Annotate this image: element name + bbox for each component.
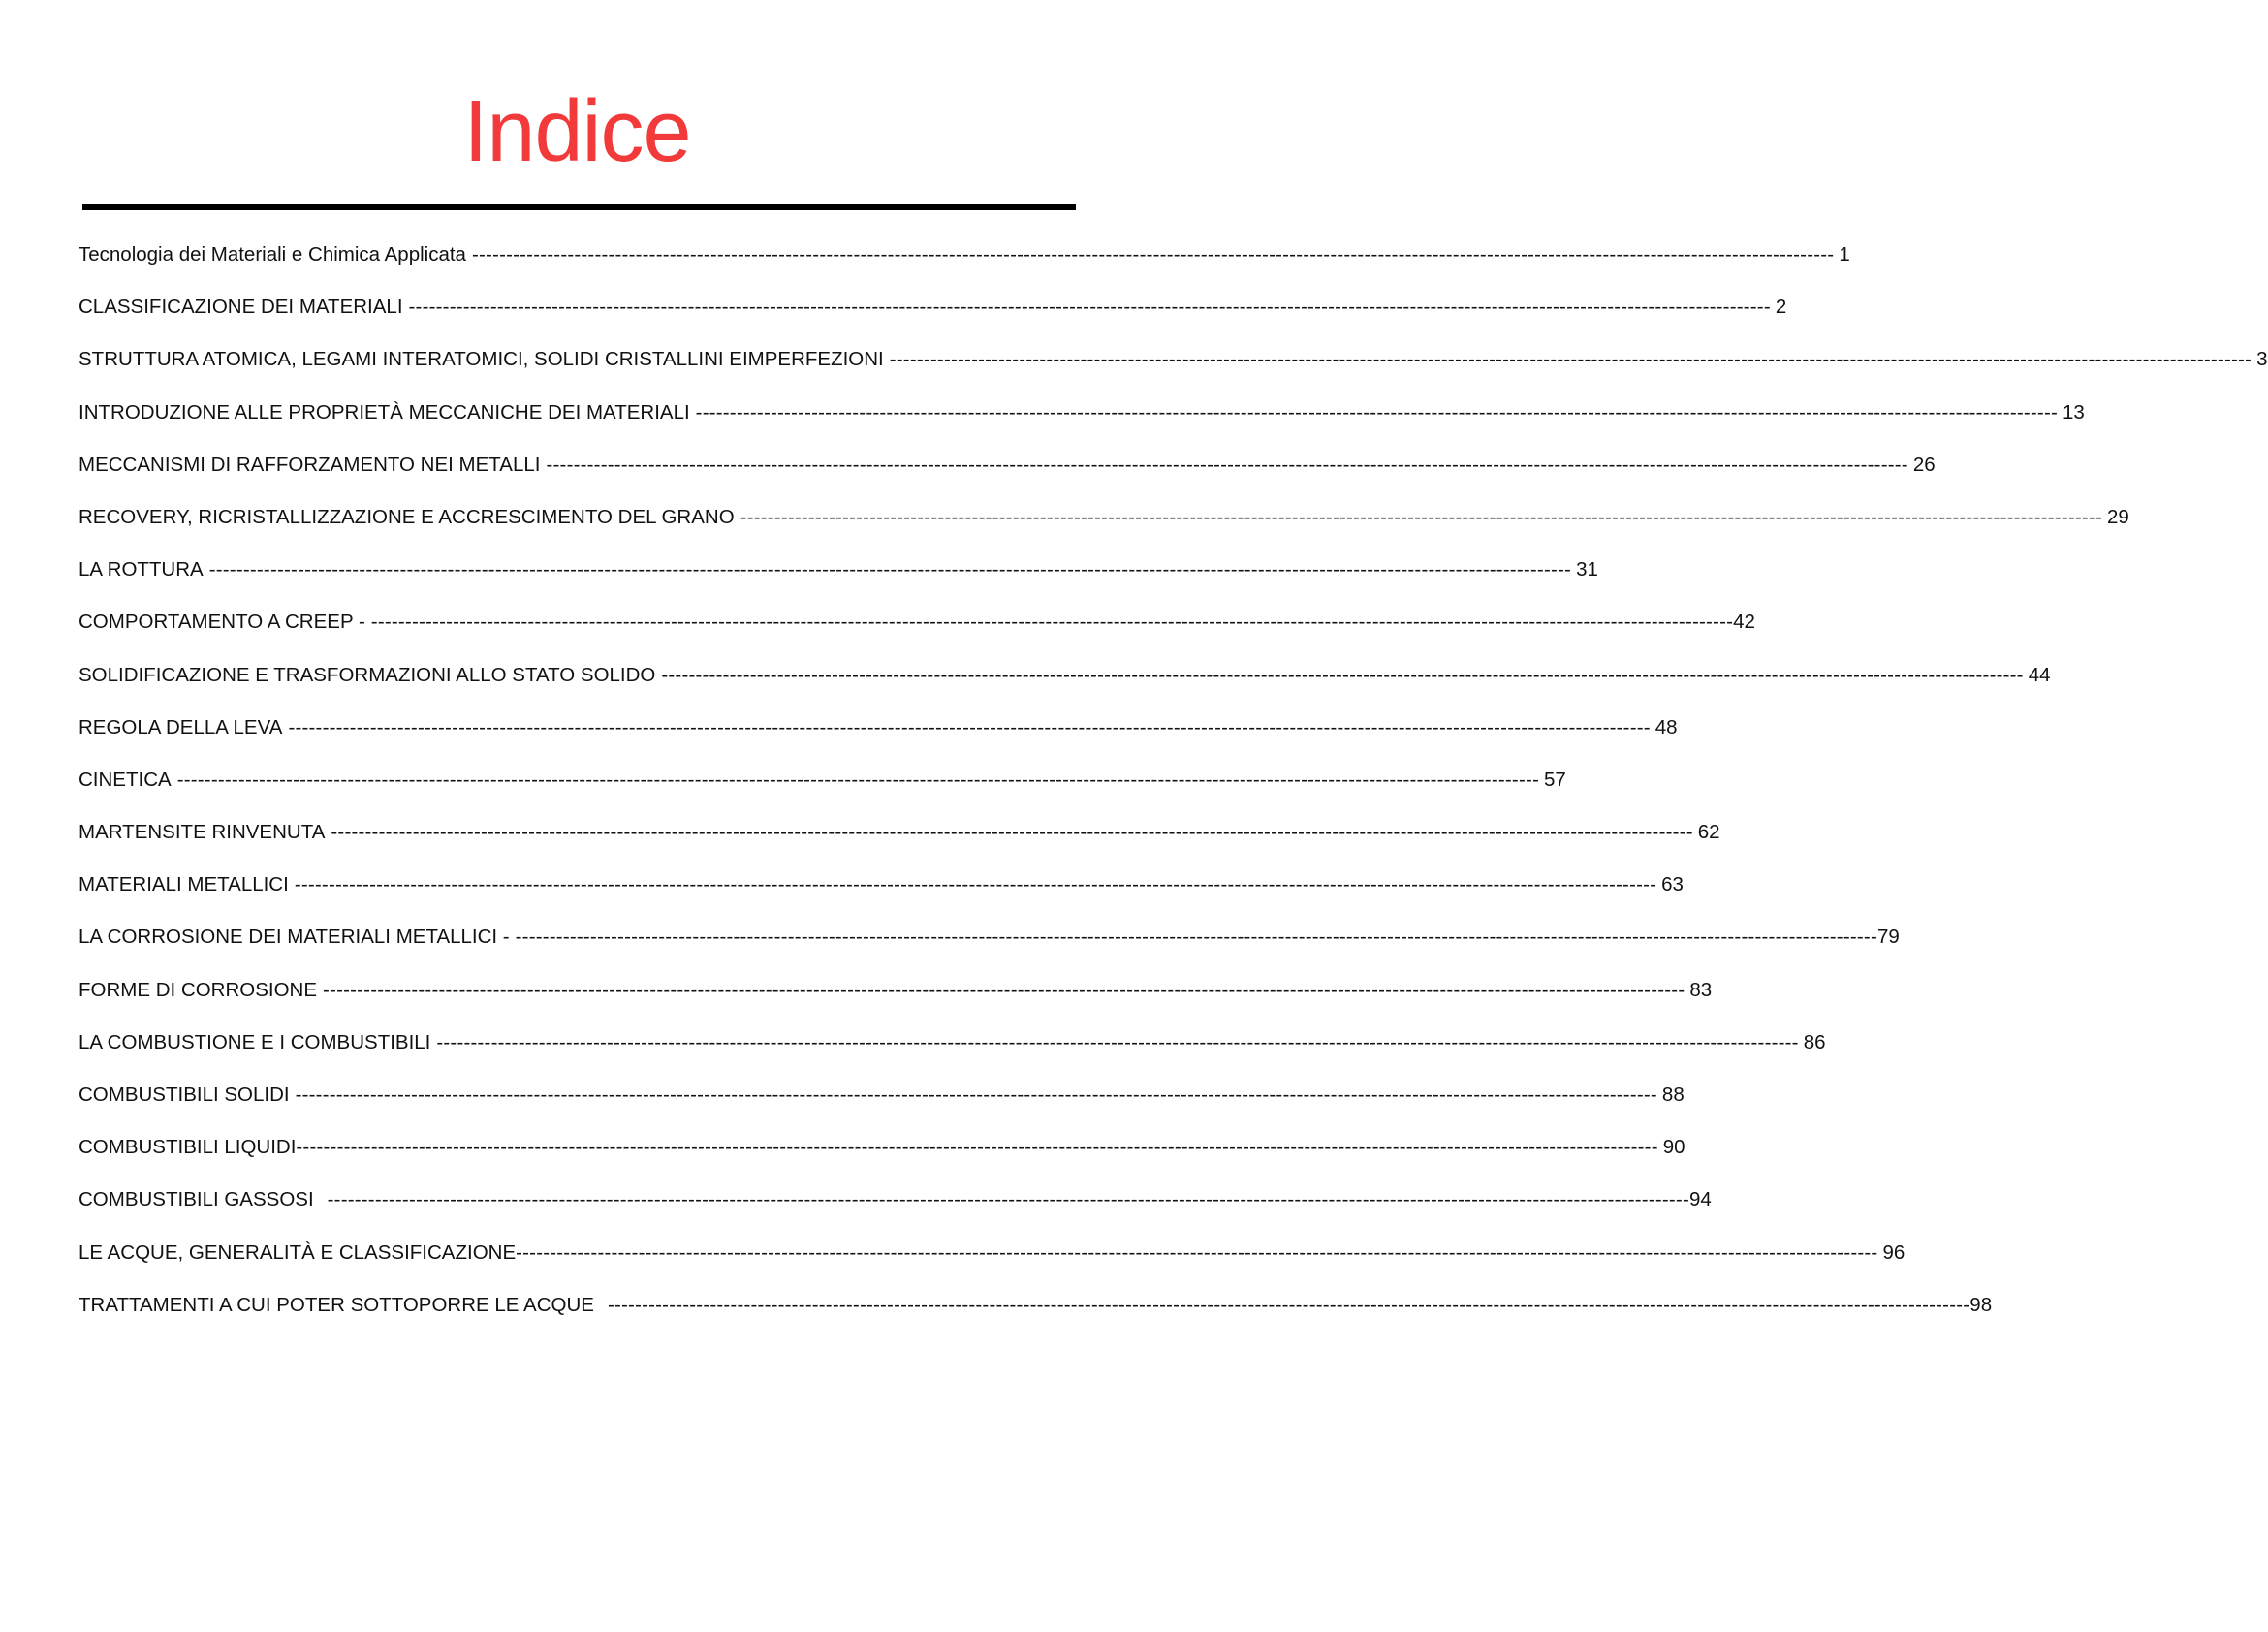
toc-entry-leader: -------------------------------------------------------------------------------------------------------------------------------------------------------------------------------------------------------- bbox=[695, 400, 2059, 424]
toc-entry-page: 31 bbox=[1576, 558, 1598, 581]
toc-entry[interactable] bbox=[79, 295, 1787, 347]
toc-entry-page: 98 bbox=[1969, 1293, 1993, 1316]
toc-entry-page: 13 bbox=[2063, 400, 2085, 424]
toc-entry-page: 29 bbox=[2106, 505, 2129, 528]
toc-entry-leader: -------------------------------------------------------------------------------------------------------------------------------------------------------------------------------------------------------- bbox=[331, 821, 1693, 844]
toc-entry-label: RECOVERY, RICRISTALLIZZAZIONE E ACCRESCIMENTO DEL GRANO bbox=[79, 505, 735, 528]
toc-entry-leader: -------------------------------------------------------------------------------------------------------------------------------------------------------------------------------------------------------- bbox=[296, 1136, 1658, 1159]
toc-entry-page: 1 bbox=[1839, 243, 1850, 266]
table-of-contents bbox=[79, 242, 2268, 1345]
toc-entry[interactable] bbox=[79, 663, 2051, 715]
toc-entry[interactable] bbox=[79, 820, 1720, 872]
toc-entry-label: TRATTAMENTI A CUI POTER SOTTOPORRE LE ACQUE bbox=[79, 1293, 594, 1316]
toc-entry-page: 94 bbox=[1688, 1188, 1712, 1211]
toc-entry[interactable] bbox=[79, 453, 1936, 505]
toc-entry-label: STRUTTURA ATOMICA, LEGAMI INTERATOMICI, SOLIDI CRISTALLINI EIMPERFEZIONI bbox=[79, 348, 884, 371]
toc-entry-page: 62 bbox=[1697, 821, 1720, 844]
toc-entry-leader: -------------------------------------------------------------------------------------------------------------------------------------------------------------------------------------------------------- bbox=[408, 296, 1771, 319]
toc-entry-page: 63 bbox=[1661, 873, 1684, 896]
toc-entry[interactable] bbox=[79, 242, 1850, 295]
toc-entry-label: MECCANISMI DI RAFFORZAMENTO NEI METALLI bbox=[79, 453, 541, 476]
toc-entry-label: MARTENSITE RINVENUTA bbox=[79, 821, 326, 844]
toc-entry-label: LA CORROSIONE DEI MATERIALI METALLICI - bbox=[79, 926, 510, 949]
toc-entry[interactable] bbox=[79, 1083, 1685, 1135]
toc-entry-leader: -------------------------------------------------------------------------------------------------------------------------------------------------------------------------------------------------------- bbox=[370, 611, 1734, 634]
toc-entry-label: COMBUSTIBILI GASSOSI bbox=[79, 1188, 314, 1211]
toc-entry-leader: -------------------------------------------------------------------------------------------------------------------------------------------------------------------------------------------------------- bbox=[176, 768, 1540, 791]
toc-entry-label: COMBUSTIBILI SOLIDI bbox=[79, 1083, 290, 1106]
toc-entry[interactable] bbox=[79, 715, 1678, 768]
toc-entry-label: LA ROTTURA bbox=[79, 558, 204, 581]
toc-entry-leader: -------------------------------------------------------------------------------------------------------------------------------------------------------------------------------------------------------- bbox=[516, 1240, 1878, 1264]
toc-entry-leader: -------------------------------------------------------------------------------------------------------------------------------------------------------------------------------------------------------- bbox=[889, 348, 2252, 371]
toc-entry[interactable] bbox=[79, 768, 1566, 820]
toc-entry-label: CINETICA bbox=[79, 768, 172, 791]
toc-entry-page: 96 bbox=[1882, 1240, 1906, 1264]
page-title: Indice bbox=[463, 83, 691, 180]
toc-entry-label: COMBUSTIBILI LIQUIDI bbox=[79, 1136, 297, 1159]
toc-entry-page: 3 bbox=[2256, 348, 2268, 371]
toc-entry[interactable] bbox=[79, 1240, 1906, 1293]
toc-entry-page: 88 bbox=[1661, 1083, 1685, 1106]
toc-entry[interactable] bbox=[79, 400, 2085, 453]
toc-entry-leader: -------------------------------------------------------------------------------------------------------------------------------------------------------------------------------------------------------- bbox=[294, 873, 1657, 896]
toc-entry-leader: -------------------------------------------------------------------------------------------------------------------------------------------------------------------------------------------------------- bbox=[208, 558, 1572, 581]
toc-entry[interactable] bbox=[79, 925, 1900, 977]
toc-entry-label: LE ACQUE, GENERALITÀ E CLASSIFICAZIONE bbox=[79, 1240, 517, 1264]
toc-entry-page: 57 bbox=[1544, 768, 1566, 791]
toc-entry[interactable] bbox=[79, 872, 1684, 925]
toc-entry-leader: -------------------------------------------------------------------------------------------------------------------------------------------------------------------------------------------------------- bbox=[471, 243, 1835, 266]
toc-entry-page: 86 bbox=[1803, 1030, 1826, 1053]
toc-entry-leader: -------------------------------------------------------------------------------------------------------------------------------------------------------------------------------------------------------- bbox=[436, 1030, 1799, 1053]
toc-entry-page: 79 bbox=[1876, 926, 1900, 949]
toc-entry-page: 26 bbox=[1912, 453, 1936, 476]
title-divider bbox=[82, 204, 1076, 210]
toc-entry-leader: -------------------------------------------------------------------------------------------------------------------------------------------------------------------------------------------------------- bbox=[288, 715, 1651, 738]
toc-entry[interactable] bbox=[79, 978, 1713, 1030]
toc-entry-label: SOLIDIFICAZIONE E TRASFORMAZIONI ALLO STATO SOLIDO bbox=[79, 663, 656, 686]
toc-entry-label: Tecnologia dei Materiali e Chimica Applicata bbox=[79, 243, 466, 266]
toc-entry-label: FORME DI CORROSIONE bbox=[79, 978, 318, 1001]
toc-entry[interactable] bbox=[79, 557, 1598, 610]
toc-entry-label: CLASSIFICAZIONE DEI MATERIALI bbox=[79, 296, 403, 319]
toc-entry-label: MATERIALI METALLICI bbox=[79, 873, 289, 896]
toc-entry-label: REGOLA DELLA LEVA bbox=[79, 715, 283, 738]
toc-entry[interactable] bbox=[79, 1293, 1993, 1345]
toc-entry-leader: -------------------------------------------------------------------------------------------------------------------------------------------------------------------------------------------------------- bbox=[546, 453, 1908, 476]
toc-entry[interactable] bbox=[79, 1135, 1685, 1187]
toc-entry-page: 90 bbox=[1662, 1136, 1685, 1159]
toc-entry-leader: -------------------------------------------------------------------------------------------------------------------------------------------------------------------------------------------------------- bbox=[607, 1293, 1970, 1316]
toc-entry[interactable] bbox=[79, 1030, 1826, 1083]
toc-entry[interactable] bbox=[79, 347, 2268, 399]
toc-entry-page: 2 bbox=[1775, 296, 1787, 319]
toc-entry[interactable] bbox=[79, 610, 1755, 662]
toc-entry-leader: -------------------------------------------------------------------------------------------------------------------------------------------------------------------------------------------------------- bbox=[740, 505, 2102, 528]
toc-entry-leader: -------------------------------------------------------------------------------------------------------------------------------------------------------------------------------------------------------- bbox=[515, 926, 1877, 949]
toc-entry-leader: -------------------------------------------------------------------------------------------------------------------------------------------------------------------------------------------------------- bbox=[661, 663, 2024, 686]
toc-entry[interactable] bbox=[79, 1187, 1712, 1240]
toc-entry-label: INTRODUZIONE ALLE PROPRIETÀ MECCANICHE DEI MATERIALI bbox=[79, 400, 690, 424]
toc-entry-page: 44 bbox=[2028, 663, 2051, 686]
toc-entry-leader: -------------------------------------------------------------------------------------------------------------------------------------------------------------------------------------------------------- bbox=[295, 1083, 1657, 1106]
toc-entry-page: 83 bbox=[1689, 978, 1713, 1001]
toc-entry-page: 42 bbox=[1733, 611, 1755, 634]
toc-entry-leader: -------------------------------------------------------------------------------------------------------------------------------------------------------------------------------------------------------- bbox=[327, 1188, 1689, 1211]
toc-entry-leader: -------------------------------------------------------------------------------------------------------------------------------------------------------------------------------------------------------- bbox=[323, 978, 1685, 1001]
toc-entry[interactable] bbox=[79, 505, 2129, 557]
toc-entry-page: 48 bbox=[1654, 715, 1678, 738]
toc-entry-label: COMPORTAMENTO A CREEP - bbox=[79, 611, 365, 634]
toc-entry-label: LA COMBUSTIONE E I COMBUSTIBILI bbox=[79, 1030, 431, 1053]
